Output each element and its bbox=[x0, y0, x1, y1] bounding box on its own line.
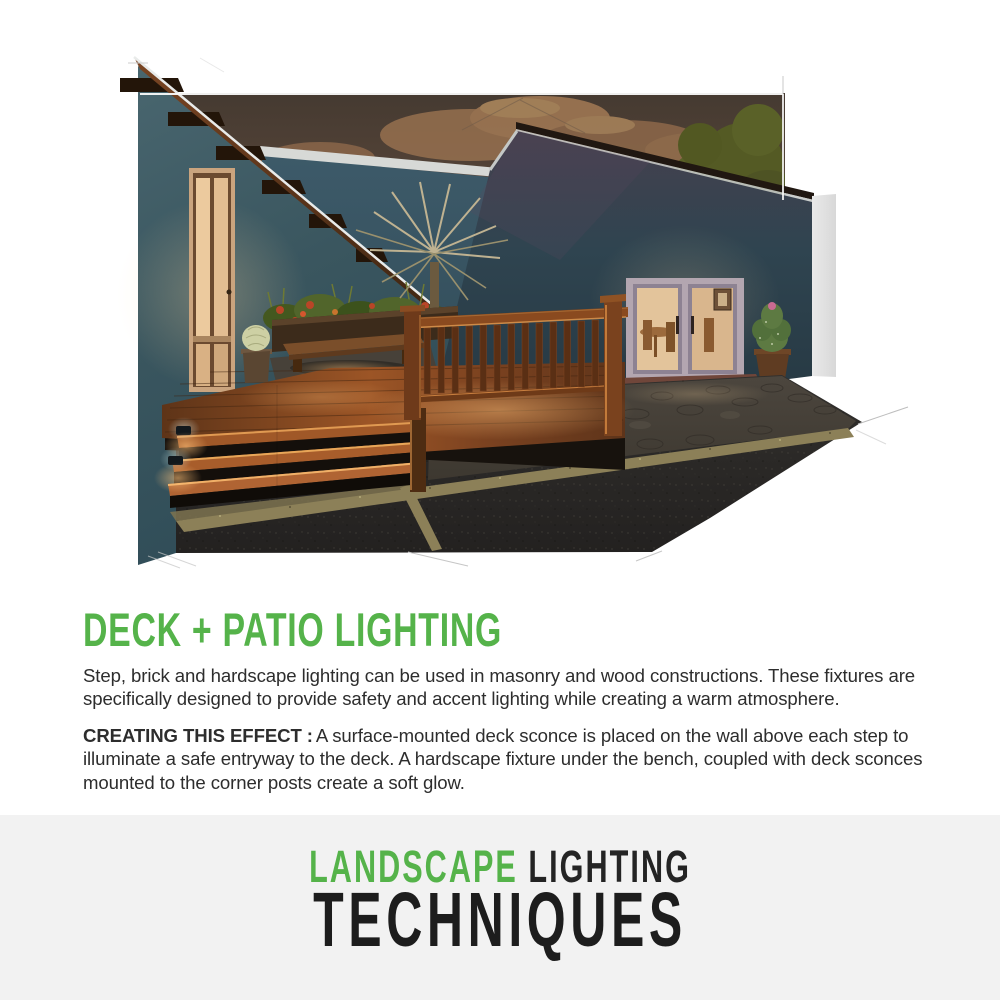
door-light-spill bbox=[620, 382, 770, 406]
brand-lighting: LIGHTING bbox=[528, 841, 691, 892]
deck-support-post bbox=[410, 408, 426, 492]
effect-paragraph bbox=[83, 724, 957, 794]
side-wall-panel bbox=[812, 194, 836, 377]
rail-post-left bbox=[404, 310, 421, 420]
door-handle bbox=[227, 290, 232, 295]
entry-door bbox=[189, 168, 235, 392]
brand-techniques: TECHNIQUES bbox=[313, 877, 687, 963]
footer-band bbox=[0, 815, 1000, 1000]
cactus-flower bbox=[768, 302, 776, 310]
door-pull-left bbox=[676, 316, 679, 334]
intro-paragraph: Step, brick and hardscape lighting can be used in masonry and wood constructions. These fixtures are specifically designed to provide safety and accent lighting while creating a warm atmosphere. bbox=[83, 665, 916, 710]
deck-cactus-pot bbox=[241, 325, 272, 383]
section-heading: DECK + PATIO LIGHTING bbox=[83, 603, 503, 656]
door-pull-right bbox=[691, 316, 694, 334]
effect-label: CREATING THIS EFFECT : bbox=[83, 724, 313, 746]
patio-glass-door bbox=[614, 278, 760, 386]
brand-landscape: LANDSCAPE bbox=[309, 841, 518, 892]
article-section bbox=[83, 603, 957, 794]
effect-text: A surface-mounted deck sconce is placed on the wall above each step to illuminate a safe entryway to the deck. A hardscape fixture under the bench, coupled with deck sconces mounted to the corner posts create a soft glow. bbox=[83, 724, 923, 793]
